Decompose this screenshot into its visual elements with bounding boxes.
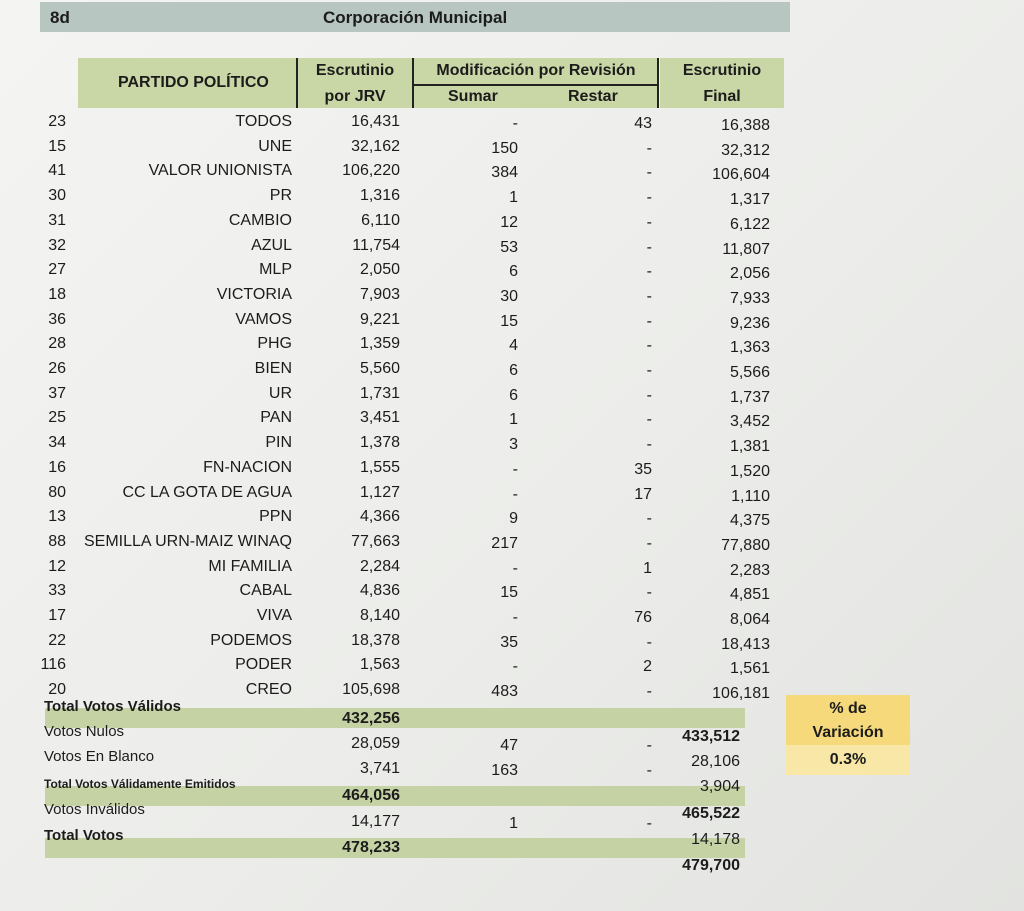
row-sumar: -	[512, 115, 518, 132]
total-sumar: 47	[500, 737, 518, 754]
total-jrv: 3,741	[359, 760, 400, 777]
row-restar: -	[646, 337, 652, 355]
row-final: 11,807	[722, 240, 770, 258]
row-restar: -	[646, 213, 652, 231]
row-sumar: 6	[509, 263, 518, 281]
row-jrv: 16,431	[351, 113, 400, 130]
row-sumar: 53	[500, 238, 518, 256]
row-party: MLP	[259, 261, 292, 279]
row-code: 41	[48, 162, 66, 180]
row-code: 80	[48, 483, 66, 501]
row-party: CAMBIO	[228, 211, 292, 229]
row-jrv: 4,836	[359, 582, 400, 600]
row-sumar: -	[512, 485, 518, 503]
row-jrv: 5,560	[359, 360, 400, 377]
total-label: Total Votos Válidos	[44, 698, 181, 715]
row-code: 20	[48, 681, 66, 699]
row-sumar: 6	[509, 362, 518, 379]
row-final: 1,381	[729, 438, 770, 456]
row-final: 3,452	[729, 413, 770, 431]
row-jrv: 4,366	[359, 508, 400, 526]
variation-label-1: % de	[829, 700, 867, 717]
row-code: 28	[48, 335, 66, 353]
row-party: PODEMOS	[210, 631, 292, 649]
total-jrv: 464,056	[342, 787, 400, 804]
row-final: 2,283	[729, 561, 770, 579]
row-code: 34	[48, 434, 66, 452]
row-restar: -	[646, 238, 652, 256]
row-code: 23	[48, 113, 66, 130]
row-final: 18,413	[721, 635, 770, 653]
header-sumar: Sumar	[448, 88, 498, 105]
row-party: VICTORIA	[216, 285, 292, 303]
header-party: PARTIDO POLÍTICO	[118, 74, 269, 91]
row-code: 25	[48, 409, 66, 427]
row-sumar: 6	[509, 386, 518, 404]
row-sumar: 1	[509, 411, 518, 429]
row-final: 1,520	[729, 462, 770, 480]
row-code: 30	[48, 187, 66, 205]
row-code: 18	[48, 285, 66, 303]
row-jrv: 7,903	[359, 285, 400, 303]
row-jrv: 18,378	[351, 631, 400, 649]
row-jrv: 2,284	[359, 557, 400, 575]
row-party: TODOS	[235, 113, 292, 130]
row-final: 8,064	[729, 611, 770, 628]
row-final: 6,122	[729, 215, 770, 233]
variation-label-2: Variación	[812, 724, 884, 741]
header-final-1: Escrutinio	[682, 62, 762, 79]
row-restar: -	[646, 584, 652, 602]
row-code: 88	[48, 532, 66, 550]
header-final-2: Final	[703, 88, 741, 105]
row-party: PHG	[257, 335, 292, 353]
row-jrv: 3,451	[359, 409, 400, 427]
sheet-id: 8d	[50, 8, 70, 27]
row-sumar: 30	[500, 287, 518, 305]
row-jrv: 32,162	[351, 137, 400, 155]
row-jrv: 1,731	[359, 384, 400, 402]
row-party: FN-NACION	[203, 458, 292, 476]
row-party: PIN	[265, 434, 292, 452]
row-sumar: 35	[500, 633, 518, 651]
row-final: 1,110	[731, 487, 770, 505]
row-code: 36	[48, 310, 66, 328]
row-sumar: 4	[509, 337, 518, 355]
total-label: Votos En Blanco	[44, 748, 155, 765]
row-code: 17	[48, 607, 66, 624]
row-restar: -	[646, 683, 652, 701]
row-restar: -	[646, 510, 652, 528]
row-final: 16,388	[721, 117, 770, 134]
row-party: UNE	[258, 137, 292, 155]
row-code: 12	[48, 557, 66, 575]
row-final: 5,566	[729, 364, 770, 381]
row-restar: -	[646, 287, 652, 305]
row-final: 4,375	[729, 512, 770, 530]
row-code: 116	[40, 656, 66, 674]
row-party: CC LA GOTA DE AGUA	[122, 483, 292, 501]
row-party: MI FAMILIA	[208, 557, 292, 575]
row-sumar: 483	[491, 683, 518, 701]
row-final: 106,181	[712, 685, 770, 703]
row-restar: 76	[634, 609, 652, 626]
total-sumar: 163	[491, 762, 518, 779]
row-restar: -	[646, 411, 652, 429]
total-jrv: 28,059	[351, 735, 400, 752]
row-sumar: -	[512, 609, 518, 626]
row-sumar: 1	[509, 189, 518, 207]
row-party: VALOR UNIONISTA	[148, 162, 292, 180]
row-restar: -	[646, 139, 652, 157]
header-jrv-2: por JRV	[324, 88, 386, 105]
row-code: 37	[48, 384, 66, 402]
total-jrv: 478,233	[342, 839, 400, 856]
row-party: PAN	[260, 409, 292, 427]
row-restar: 43	[634, 115, 652, 132]
row-jrv: 8,140	[359, 607, 400, 624]
row-restar: -	[646, 189, 652, 207]
total-label: Total Votos Válidamente Emitidos	[44, 777, 236, 791]
row-party: VAMOS	[235, 310, 292, 328]
row-restar: -	[646, 633, 652, 651]
row-final: 9,236	[729, 314, 770, 332]
row-jrv: 105,698	[342, 681, 400, 699]
row-party: SEMILLA URN-MAIZ WINAQ	[83, 532, 292, 550]
row-final: 1,561	[729, 660, 770, 678]
total-jrv: 14,177	[351, 813, 400, 830]
row-jrv: 1,359	[359, 335, 400, 353]
row-restar: -	[646, 534, 652, 552]
total-label: Votos Inválidos	[44, 801, 145, 818]
row-restar: 2	[643, 658, 652, 676]
total-restar: -	[646, 815, 652, 832]
row-party: VIVA	[256, 607, 292, 624]
header-restar: Restar	[568, 88, 618, 105]
row-sumar: -	[512, 460, 518, 478]
total-final: 465,522	[682, 805, 740, 822]
row-jrv: 1,563	[359, 656, 400, 674]
row-party: UR	[268, 384, 292, 402]
row-jrv: 1,378	[359, 434, 400, 452]
row-sumar: 150	[491, 139, 518, 157]
row-restar: -	[646, 263, 652, 281]
row-final: 1,363	[729, 339, 770, 357]
row-sumar: 217	[491, 534, 518, 552]
row-party: PR	[269, 187, 292, 205]
row-final: 32,312	[721, 141, 770, 159]
row-jrv: 6,110	[361, 211, 400, 229]
total-final: 28,106	[691, 753, 740, 770]
row-final: 106,604	[712, 166, 770, 184]
row-sumar: 12	[500, 213, 518, 231]
row-party: BIEN	[254, 360, 292, 377]
row-sumar: 384	[491, 164, 518, 182]
total-label: Total Votos	[44, 827, 124, 844]
row-code: 31	[48, 211, 66, 229]
row-code: 33	[48, 582, 66, 600]
row-restar: -	[646, 362, 652, 379]
sheet-title: Corporación Municipal	[323, 8, 508, 27]
row-final: 2,056	[729, 265, 770, 283]
row-party: PPN	[259, 508, 292, 526]
row-sumar: 3	[509, 436, 518, 454]
total-final: 433,512	[682, 728, 740, 745]
header-subline	[414, 84, 658, 86]
row-code: 16	[48, 458, 66, 476]
row-jrv: 9,221	[359, 310, 400, 328]
variation-value: 0.3%	[829, 751, 867, 768]
row-party: CABAL	[239, 582, 292, 600]
total-label: Votos Nulos	[44, 723, 125, 740]
row-jrv: 1,555	[359, 458, 400, 476]
row-restar: -	[646, 386, 652, 404]
total-final: 479,700	[682, 857, 740, 874]
row-jrv: 77,663	[351, 532, 400, 550]
row-sumar: -	[512, 658, 518, 676]
row-jrv: 11,754	[352, 236, 400, 254]
row-restar: 35	[634, 460, 652, 478]
row-jrv: 1,127	[359, 483, 400, 501]
row-code: 32	[48, 236, 66, 254]
row-code: 26	[48, 360, 66, 377]
row-restar: -	[646, 436, 652, 454]
row-final: 4,851	[729, 586, 770, 604]
row-sumar: -	[512, 559, 518, 577]
row-code: 15	[48, 137, 66, 155]
row-final: 77,880	[721, 536, 770, 554]
total-final: 3,904	[699, 778, 740, 795]
row-party: CREO	[245, 681, 292, 699]
row-party: PODER	[235, 656, 292, 674]
row-restar: 1	[643, 559, 652, 577]
row-restar: -	[646, 164, 652, 182]
row-restar: -	[646, 312, 652, 330]
row-jrv: 106,220	[342, 162, 400, 180]
total-restar: -	[646, 737, 652, 754]
total-final: 14,178	[691, 831, 740, 848]
row-sumar: 15	[500, 584, 518, 602]
header-mod: Modificación por Revisión	[436, 62, 636, 79]
row-party: AZUL	[251, 236, 292, 254]
row-code: 13	[48, 508, 66, 526]
row-restar: 17	[634, 485, 652, 503]
total-restar: -	[646, 762, 652, 779]
row-sumar: 15	[500, 312, 518, 330]
total-sumar: 1	[509, 815, 518, 832]
row-jrv: 1,316	[359, 187, 400, 205]
row-code: 22	[48, 631, 66, 649]
total-jrv: 432,256	[342, 710, 400, 727]
row-jrv: 2,050	[359, 261, 400, 279]
header-jrv-1: Escrutinio	[315, 62, 395, 79]
row-sumar: 9	[509, 510, 518, 528]
row-final: 1,317	[729, 191, 770, 209]
row-code: 27	[48, 261, 66, 279]
row-final: 7,933	[729, 289, 770, 307]
row-final: 1,737	[729, 388, 770, 406]
